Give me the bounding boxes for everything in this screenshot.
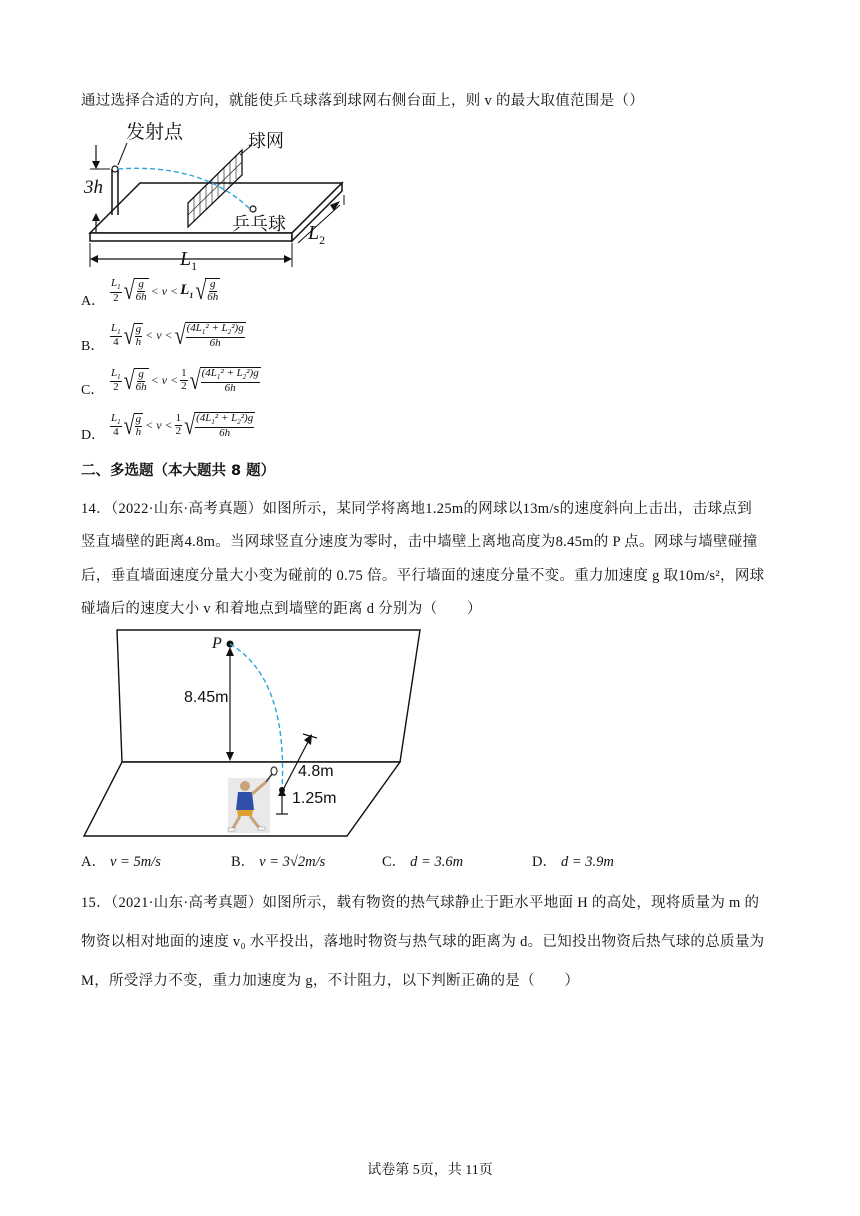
q15-line-1: 15．（2021·山东·高考真题）如图所示，载有物资的热气球静止于距水平地面 H 的高处，现将质量为 m 的 xyxy=(81,895,760,911)
choice-a: A． v = 5m/s xyxy=(81,854,161,870)
option-d-label: D． xyxy=(81,428,106,443)
option-b-label: B． xyxy=(81,339,105,354)
q14-line-3: 后，垂直墙面速度分量大小变为碰前的 0.75 倍。平行墙面的速度分量不变。重力加速度 g 取10m/s²，网球 xyxy=(81,568,765,584)
q13-intro: 通过选择合适的方向，就能使乒乓球落到球网右侧台面上，则 v 的最大取值范围是（） xyxy=(81,93,644,109)
height-845-label: 8.45m xyxy=(184,689,229,706)
q14-line-4: 碰墙后的速度大小 v 和着地点到墙壁的距离 d 分别为（ ） xyxy=(81,601,482,617)
option-b-formula: $\frac{L_1}{4}$ √ $\frac{g}{h}$ < v < √ $\frac{(4L_1^2 + L_2^2)g}{6h}$ xyxy=(111,321,244,350)
choice-d: D． d = 3.9m xyxy=(532,854,614,870)
l2-label: $L_2$ xyxy=(308,222,326,247)
choice-c: C． d = 3.6m xyxy=(382,854,464,870)
ball-label: 乒乓球 xyxy=(232,214,286,235)
option-d-formula: $\frac{L_1}{4}$ √ $\frac{g}{h}$ < v < $\frac{1}{2}$ √ $\frac{(4L_1^2 + L_2^2)g}{6h}$ xyxy=(111,411,254,440)
launch-point-label: 发射点 xyxy=(126,121,184,143)
distance-48-label: 4.8m xyxy=(298,763,334,780)
page-footer: 试卷第 5页，共 11页 xyxy=(367,1163,493,1178)
l1-label: $L_1$ xyxy=(180,248,198,273)
tennis-wall-figure xyxy=(82,628,427,843)
q14-line-2: 竖直墙壁的距离4.8m。当网球竖直分速度为零时，击中墙壁上离地高度为8.45m的 P 点。网球与墙壁碰撞 xyxy=(81,534,758,550)
section-title: 二、多选题（本大题共 8 题） xyxy=(81,463,276,479)
point-p-label: P xyxy=(212,635,222,652)
height-3h-label: 3h xyxy=(84,177,103,198)
q14-line-1: 14．（2022·山东·高考真题）如图所示，某同学将离地1.25m的网球以13m/s的速度斜向上击出，击球点到 xyxy=(81,501,753,517)
option-c-formula: $\frac{L_1}{2}$ √ $\frac{g}{6h}$ < v < $\frac{1}{2}$ √ $\frac{(4L_1^2 + L_2^2)g}{6h}$ xyxy=(111,366,259,395)
option-a-formula: $\frac{L_1}{2}$ √ $\frac{g}{6h}$ < v < $L_1$ √ $\frac{g}{6h}$ xyxy=(111,276,219,306)
table-tennis-figure xyxy=(82,115,352,275)
choice-b: B． v = 3√2m/s xyxy=(231,854,326,870)
height-125-label: 1.25m xyxy=(292,790,337,807)
option-c-label: C． xyxy=(81,383,105,398)
net-label: 球网 xyxy=(248,131,284,152)
q15-line-3: M，所受浮力不变，重力加速度为 g，不计阻力，以下判断正确的是（ ） xyxy=(81,973,580,989)
q15-line-2: 物资以相对地面的速度 v₀ 水平投出，落地时物资与热气球的距离为 d。已知投出物资后热气球的总质量为 xyxy=(81,934,765,950)
option-a-label: A． xyxy=(81,294,106,309)
